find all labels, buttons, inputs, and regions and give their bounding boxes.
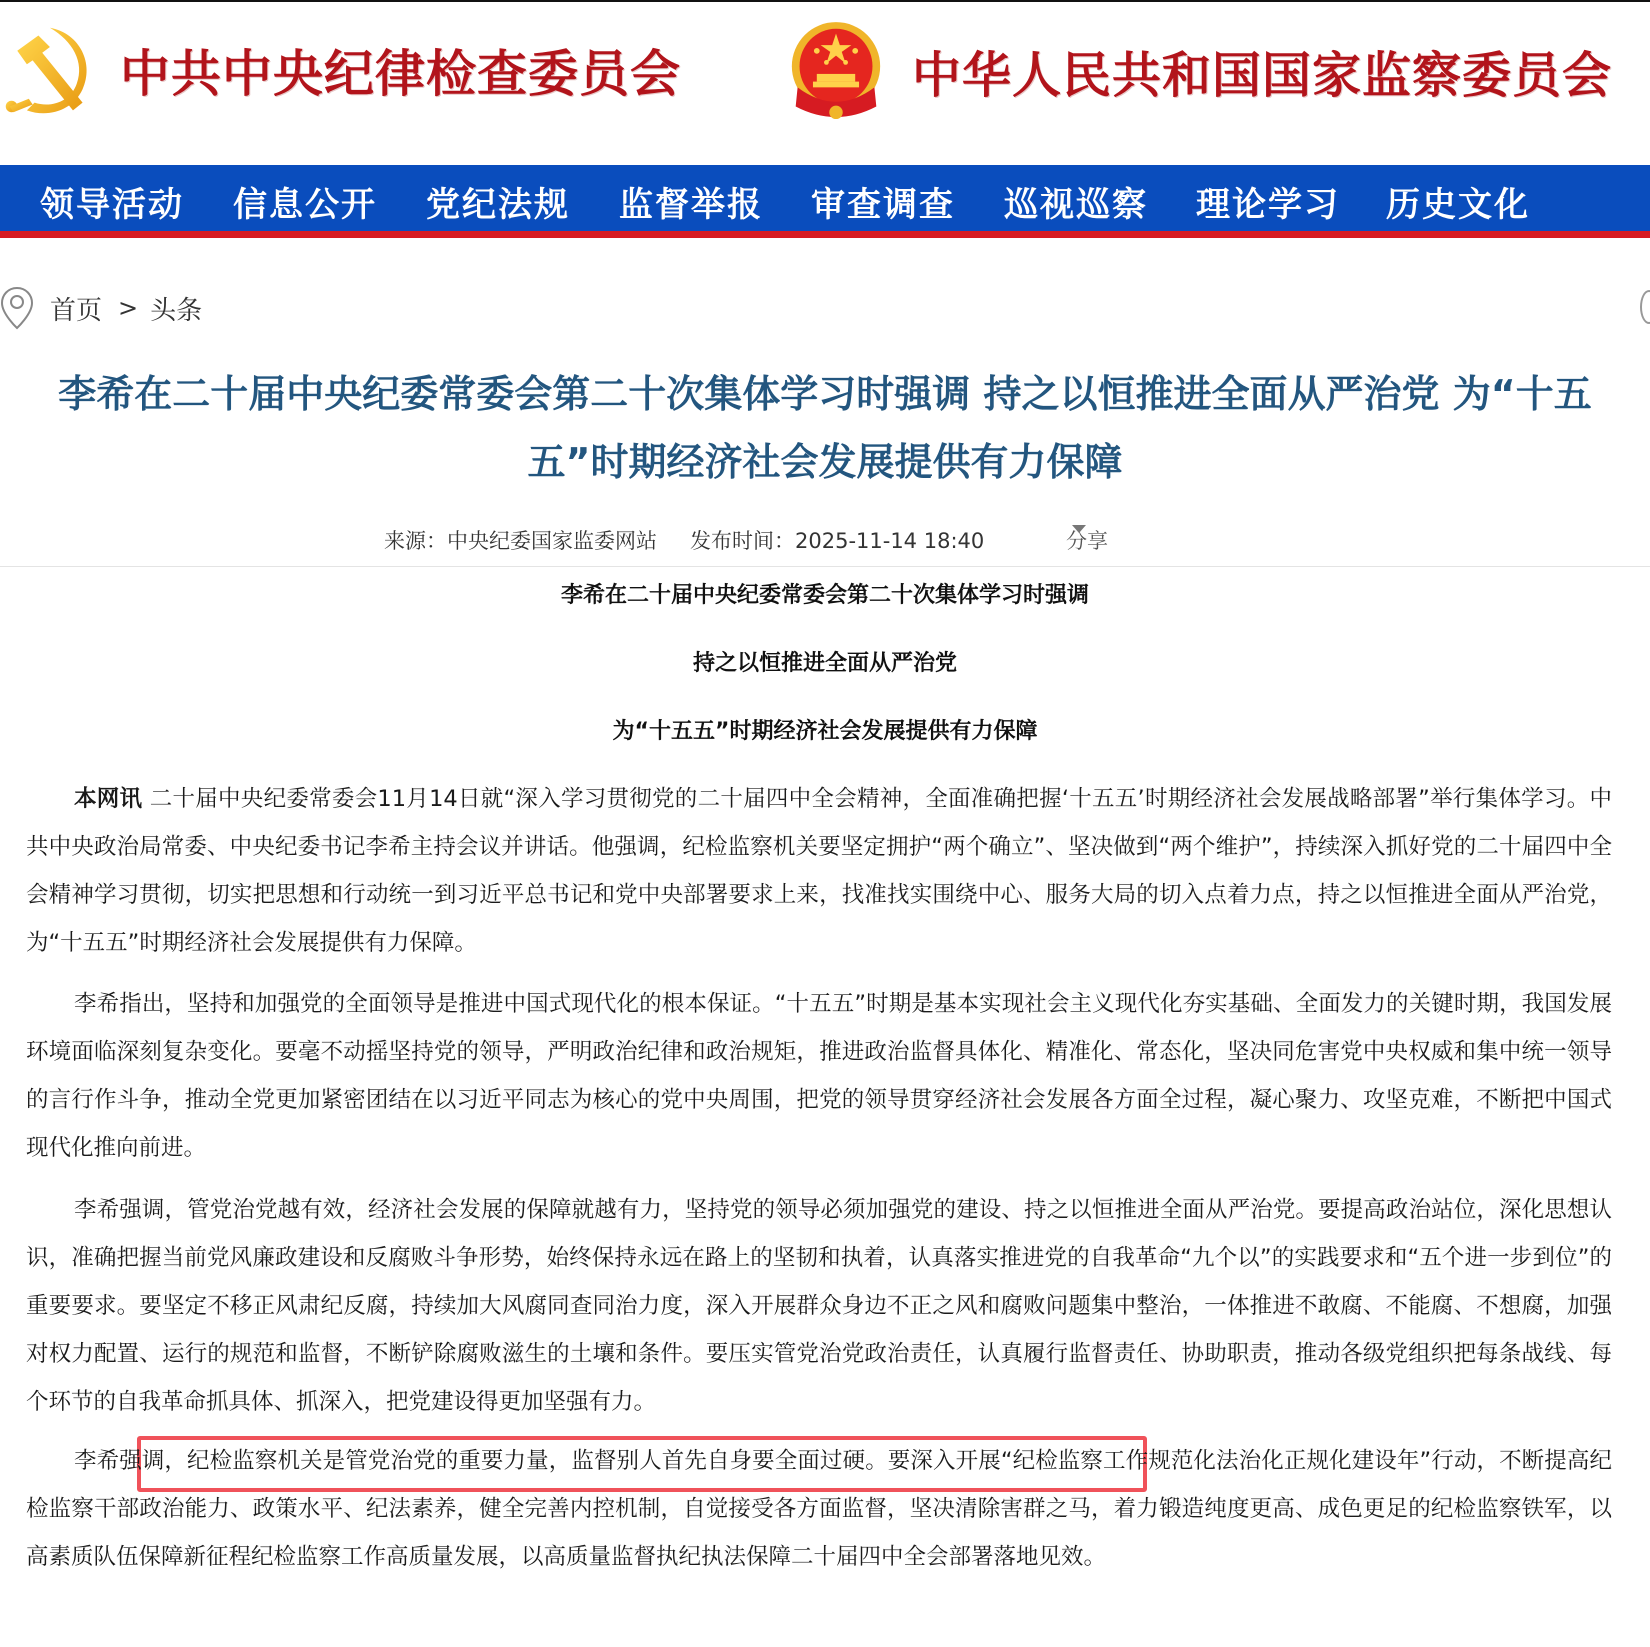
location-pin-icon [0, 286, 34, 330]
article-source: 来源：中央纪委国家监委网站 [384, 529, 657, 553]
paragraph-lead: 本网讯 [74, 786, 143, 812]
paragraph-2 [26, 980, 1612, 1172]
highlighted-sentence: 推动各级党组织把每条战线、每个环节的自我革命抓具体、抓深入，把党建设得更加坚强有力。 [26, 1341, 1612, 1415]
brand-title-nsc: 中华人民共和国国家监察委员会 [912, 46, 1613, 104]
nav-underline [0, 231, 1650, 238]
subhead-2: 持之以恒推进全面从严治党 [692, 651, 957, 676]
nav-item-report[interactable]: 监督举报 [619, 185, 763, 225]
nav-item-investigation[interactable]: 审查调查 [811, 185, 955, 225]
article-publish-time: 发布时间：2025-11-14 18:40 [690, 529, 985, 553]
brand-title-ccdi: 中共中央纪律检查委员会 [120, 44, 681, 103]
article-title-line-1: 李希在二十届中央纪委常委会第二十次集体学习时强调 持之以恒推进全面从严治党 为“十五 [58, 372, 1592, 416]
share-label: 分享 [1066, 529, 1108, 553]
breadcrumb-home[interactable]: 首页 [50, 295, 103, 326]
nav-item-leadership[interactable]: 领导活动 [40, 185, 184, 225]
main-nav [0, 165, 1650, 231]
paragraph-1-text: 二十届中央纪委常委会11月14日就“深入学习贯彻党的二十届四中全会精神，全面准确把握‘十五五’时期经济社会发展战略部署”举行集体学习。中共中央政治局常委、中央纪委书记李希主持会议并讲话。他强调，纪检监察机关要坚定拥护“两个确立”、坚决做到“两个维护”，持续深入抓好党的二十届四中全会精神学习贯彻，切实把思想和行动统一到习近平总书记和党中央部署要求上来，找准找实围绕中心、服务大局的切入点着力点，持之以恒推进全面从严治党，为“十五五”时期经济社会发展提供有力保障。 [26, 786, 1612, 956]
nav-item-info[interactable]: 信息公开 [233, 185, 377, 225]
meta-divider [0, 566, 1650, 567]
paragraph-4-text: 李希强调，纪检监察机关是管党治党的重要力量，监督别人首先自身要全面过硬。要深入开展“纪检监察工作规范化法治化正规化建设年”行动，不断提高纪检监察干部政治能力、政策水平、纪法素养，健全完善内控机制，自觉接受各方面监督，坚决清除害群之马，着力锻造纯度更高、成色更足的纪检监察铁军，以高素质队伍保障新征程纪检监察工作高质量发展，以高质量监督执纪执法保障二十届四中全会部署落地见效。 [26, 1448, 1612, 1570]
paragraph-4 [26, 1437, 1612, 1581]
paragraph-2-text: 李希指出，坚持和加强党的全面领导是推进中国式现代化的根本保证。“十五五”时期是基本实现社会主义现代化夯实基础、全面发力的关键时期，我国发展环境面临深刻复杂变化。要毫不动摇坚持党的领导，严明政治纪律和政治规矩，推进政治监督具体化、精准化、常态化，坚决同危害党中央权威和集中统一领导的言行作斗争，推动全党更加紧密团结在以习近平同志为核心的党中央周围，把党的领导贯穿经济社会发展各方面全过程，凝心聚力、攻坚克难，不断把中国式现代化推向前进。 [26, 991, 1612, 1161]
article-meta [0, 525, 1650, 555]
paragraph-3 [26, 1186, 1612, 1426]
brand-nsc[interactable] [788, 20, 1612, 124]
nav-item-inspection[interactable]: 巡视巡察 [1004, 185, 1148, 225]
party-emblem-icon [0, 20, 96, 120]
subhead-3: 为“十五五”时期经济社会发展提供有力保障 [612, 719, 1038, 744]
paragraph-1 [26, 775, 1612, 967]
subhead-1: 李希在二十届中央纪委常委会第二十次集体学习时强调 [560, 583, 1089, 608]
breadcrumb [0, 286, 202, 330]
nav-item-regulations[interactable]: 党纪法规 [426, 185, 570, 225]
breadcrumb-current[interactable]: 头条 [150, 295, 203, 326]
nav-item-history[interactable]: 历史文化 [1386, 185, 1530, 225]
site-header [0, 2, 1650, 164]
paragraph-3-text: 李希强调，管党治党越有效，经济社会发展的保障就越有力，坚持党的领导必须加强党的建设、持之以恒推进全面从严治党。要提高政治站位，深化思想认识，准确把握当前党风廉政建设和反腐败斗争形势，始终保持永远在路上的坚韧和执着，认真落实推进党的自我革命“九个以”的实践要求和“五个进一步到位”的重要要求。要坚定不移正风肃纪反腐，持续加大风腐同查同治力度，深入开展群众身边不正之风和腐败问题集中整治，一体推进不敢腐、不能腐、不想腐，加强对权力配置、运行的规范和监督，不断铲除腐败滋生的土壤和条件。要压实管党治党政治责任，认真履行监督责任、协助职责， [26, 1197, 1612, 1367]
national-emblem-icon [788, 20, 884, 124]
article-title-line-2: 五”时期经济社会发展提供有力保障 [527, 440, 1123, 484]
chevron-down-icon [1072, 525, 1086, 533]
nav-item-theory[interactable]: 理论学习 [1196, 185, 1340, 225]
floating-side-icon[interactable] [1640, 290, 1650, 324]
breadcrumb-separator: > [118, 294, 139, 322]
article-title [20, 360, 1630, 496]
brand-ccdi[interactable] [0, 20, 681, 120]
